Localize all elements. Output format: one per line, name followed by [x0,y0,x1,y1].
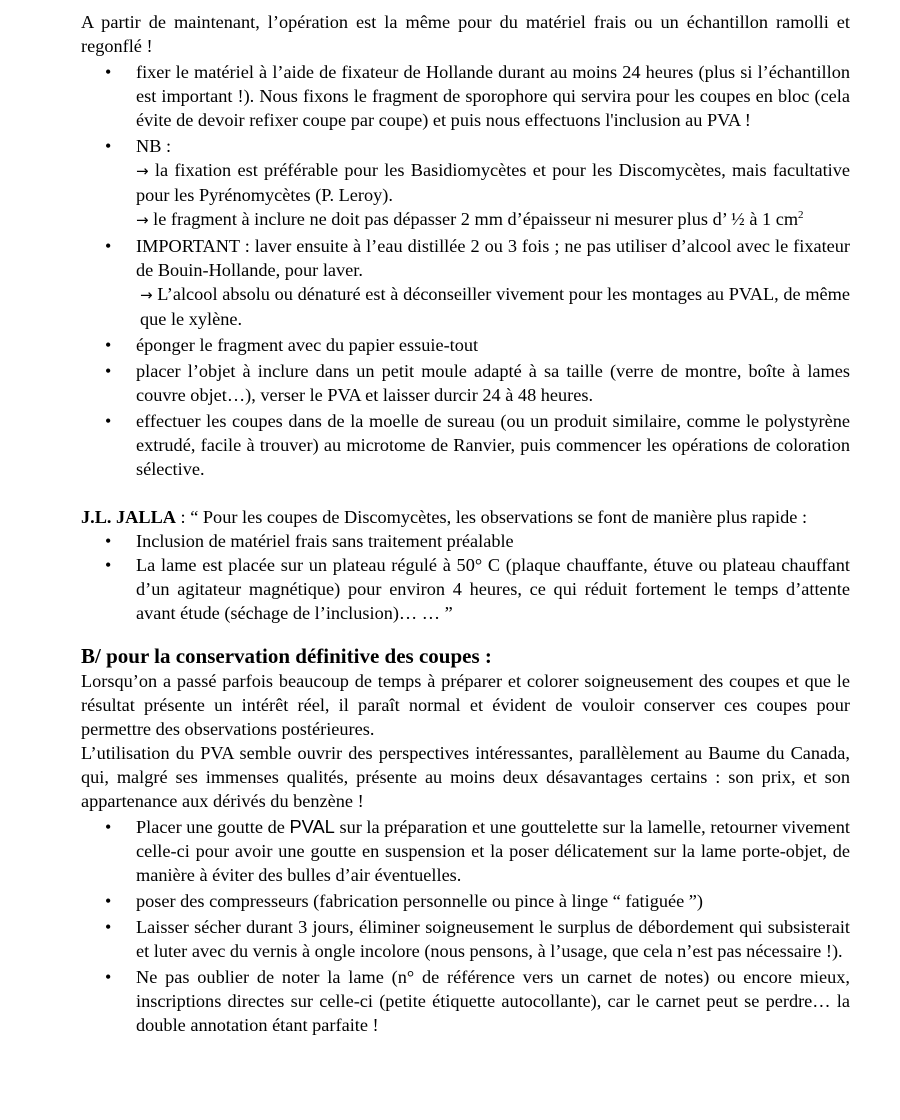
compresseurs-text: poser des compresseurs (fabrication personnelle ou pince à linge “ fatiguée ”) [136,891,703,911]
effectuer-text: effectuer les coupes dans de la moelle de sureau (ou un produit similaire, comme le polystyrène extrudé, facile à trouver) au microtome de Ranvier, puis commencer les opérations de coloration sélective. [136,411,850,479]
jalla-author: J.L. JALLA [81,507,176,527]
noter-text: Ne pas oublier de noter la lame (n° de référence vers un carnet de notes) ou encore mieux, inscriptions directes sur celle-ci (petite étiquette autocollante), car le carnet peut se perdre… la double annotation étant parfaite ! [136,967,850,1035]
nb-arrow-1-text: la fixation est préférable pour les Basidiomycètes et pour les Discomycètes, mais facultative pour les Pyrénomycètes (P. Leroy). [136,160,850,205]
list-item-secher [81,915,850,963]
conservation-list [81,815,850,1037]
bullet-icon: • [105,136,112,156]
important-arrow-text: L’alcool absolu ou dénaturé est à déconseiller vivement pour les montages au PVAL, de même que le xylène. [140,284,850,329]
bullet-icon: • [105,335,112,355]
secher-text: Laisser sécher durant 3 jours, éliminer soigneusement le surplus de débordement qui subsisterait et luter avec du vernis à ongle incolore (nous pensons, à l’usage, que cela n’est pas nécessaire !). [136,917,850,961]
goutte-text-a: Placer une goutte de [136,817,290,837]
list-item-inclusion [81,529,850,553]
bullet-icon: • [105,531,112,551]
list-item-eponger [81,333,850,357]
bullet-icon: • [105,62,112,82]
lame-text: La lame est placée sur un plateau régulé à 50° C (plaque chauffante, étuve ou plateau chauffant d’un agitateur magnétique) pour environ 4 heures, ce qui réduit fortement le temps d’attente avant étude (séchage de l’inclusion)… … ” [136,555,850,623]
section-b-paragraph-2: L’utilisation du PVA semble ouvrir des perspectives intéressantes, parallèlement au Baume du Canada, qui, malgré ses immenses qualités, présente au moins deux désavantages certains : son prix, et son appartenance aux dérivés du benzène ! [81,743,850,811]
list-item-nb [81,134,850,232]
bullet-icon: • [105,411,112,431]
bullet-icon: • [105,555,112,575]
arrow-right-icon: → [140,286,153,304]
superscript-2: 2 [798,209,804,221]
bullet-icon: • [105,891,112,911]
list-item-compresseurs [81,889,850,913]
important-text: IMPORTANT : laver ensuite à l’eau distillée 2 ou 3 fois ; ne pas utiliser d’alcool avec le fixateur de Bouin-Hollande, pour laver. [136,236,850,280]
nb-label: NB : [136,136,172,156]
bullet-icon: • [105,361,112,381]
list-item-fixer [81,60,850,132]
jalla-quote [81,505,850,529]
bullet-icon: • [105,917,112,937]
list-item-important [81,234,850,331]
nb-arrow-2-text: le fragment à inclure ne doit pas dépasser 2 mm d’épaisseur ni mesurer plus d’ ½ à 1 cm [153,209,799,229]
section-b-heading: B/ pour la conservation définitive des coupes : [81,644,492,668]
bullet-icon: • [105,967,112,987]
fixer-text: fixer le matériel à l’aide de fixateur de Hollande durant au moins 24 heures (plus si l’échantillon est important !). Nous fixons le fragment de sporophore qui servira pour les coupes en bloc (cela évite de devoir refixer coupe par coupe) et puis nous effectuons l'inclusion au PVA ! [136,62,850,130]
list-item-goutte [81,815,850,887]
intro-paragraph: A partir de maintenant, l’opération est la même pour du matériel frais ou un échantillon ramolli et regonflé ! [81,12,850,56]
eponger-text: éponger le fragment avec du papier essuie-tout [136,335,479,355]
arrow-right-icon: → [136,211,149,229]
list-item-placer [81,359,850,407]
jalla-list [81,529,850,625]
bullet-icon: • [105,236,112,256]
section-b-paragraph-1: Lorsqu’on a passé parfois beaucoup de temps à préparer et colorer soigneusement des coupes et que le résultat présente un intérêt réel, il paraît normal et évident de vouloir conserver ces coupes pour permettre des observations postérieures. [81,671,850,739]
list-item-lame [81,553,850,625]
bullet-icon: • [105,817,112,837]
inclusion-text: Inclusion de matériel frais sans traitement préalable [136,531,514,551]
placer-text: placer l’objet à inclure dans un petit moule adapté à sa taille (verre de montre, boîte à lames couvre objet…), verser le PVA et laisser durcir 24 à 48 heures. [136,361,850,405]
procedure-list [81,60,850,481]
goutte-text-b: sur la préparation et une gouttelette sur la lamelle, retourner vivement celle-ci pour avoir une goutte en suspension et la poser délicatement sur la lame porte-objet, de manière à éviter des bulles d’air éventuelles. [136,817,850,885]
goutte-pval: PVAL [289,816,335,837]
list-item-noter [81,965,850,1037]
jalla-quote-text: : “ Pour les coupes de Discomycètes, les observations se font de manière plus rapide : [175,507,808,527]
arrow-right-icon: → [136,162,149,180]
list-item-effectuer [81,409,850,481]
